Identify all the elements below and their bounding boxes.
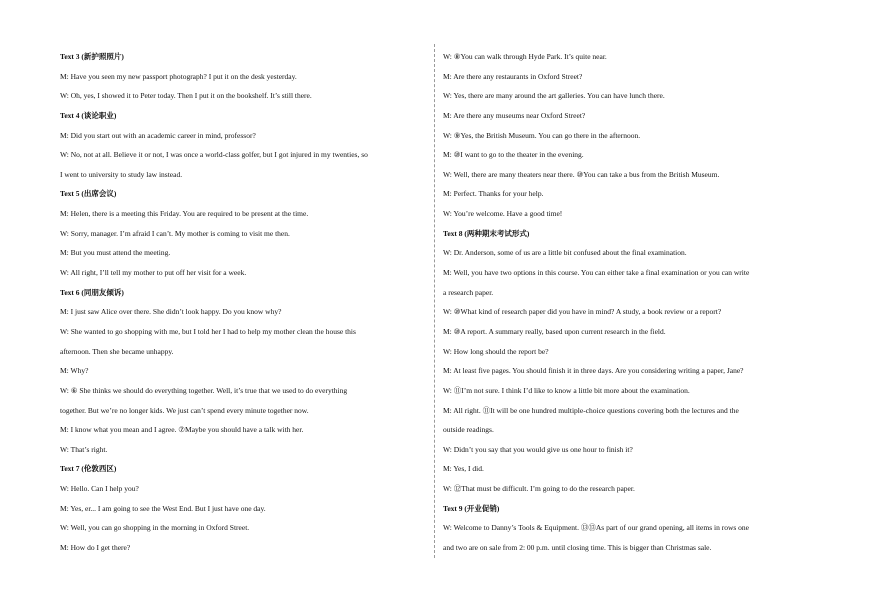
section-heading: Text 8 (两种期末考试形式) — [443, 228, 530, 238]
dialogue-line: afternoon. Then she became unhappy. — [60, 346, 174, 356]
section-heading: Text 7 (伦敦西区) — [60, 464, 117, 474]
dialogue-line: outside readings. — [443, 425, 494, 435]
dialogue-line: W: Sorry, manager. I’m afraid I can’t. My mother is coming to visit me then. — [60, 228, 290, 238]
dialogue-line: W: You’re welcome. Have a good time! — [443, 209, 563, 219]
dialogue-line: M: Are there any restaurants in Oxford Street? — [443, 71, 583, 81]
dialogue-line: M: Why? — [60, 366, 89, 376]
dialogue-line: M: How do I get there? — [60, 543, 131, 553]
dialogue-line: M: Perfect. Thanks for your help. — [443, 189, 544, 199]
dialogue-line: W: All right, I’ll tell my mother to put off her visit for a week. — [60, 268, 247, 278]
dialogue-line: M: I know what you mean and I agree. ⑦Maybe you should have a talk with her. — [60, 425, 304, 435]
dialogue-line: W: ⑩What kind of research paper did you have in mind? A study, a book review or a report? — [443, 307, 722, 317]
section-heading: Text 6 (同朋友倾诉) — [60, 287, 124, 297]
section-heading: Text 3 (新护照照片) — [60, 52, 124, 61]
dialogue-line: W: ⑫That must be difficult. I’m going to do the research paper. — [443, 484, 635, 494]
dialogue-line: W: Well, you can go shopping in the morning in Oxford Street. — [60, 523, 250, 533]
dialogue-line: W: ⑥ She thinks we should do everything together. Well, it’s true that we used to do everything — [60, 385, 348, 395]
dialogue-line: W: How long should the report be? — [443, 346, 549, 356]
dialogue-line: M: Have you seen my new passport photograph? I put it on the desk yesterday. — [60, 71, 297, 81]
dialogue-line: W: Yes, there are many around the art galleries. You can have lunch there. — [443, 91, 665, 101]
dialogue-line: M: ⑩A report. A summary really, based upon current research in the field. — [443, 326, 666, 336]
section-heading: Text 5 (出席会议) — [60, 189, 117, 199]
dialogue-line: M: ⑩I want to go to the theater in the evening. — [443, 150, 584, 160]
dialogue-line: W: Didn’t you say that you would give us one hour to finish it? — [443, 444, 633, 454]
dialogue-line: W: No, not at all. Believe it or not, I was once a world-class golfer, but I got injured in my twenties, so — [60, 150, 368, 160]
dialogue-line: W: ⑪I’m not sure. I think I’d like to know a little bit more about the examination. — [443, 385, 690, 395]
dialogue-line: W: ⑨Yes, the British Museum. You can go there in the afternoon. — [443, 130, 641, 140]
section-heading: Text 9 (开业促销) — [443, 503, 500, 513]
dialogue-line: M: Yes, er... I am going to see the West End. But I just have one day. — [60, 503, 266, 513]
dialogue-line: M: Well, you have two options in this course. You can either take a final examination or you can write — [443, 268, 750, 278]
dialogue-line: M: Did you start out with an academic career in mind, professor? — [60, 130, 256, 140]
dialogue-line: M: Yes, I did. — [443, 464, 484, 474]
dialogue-line: W: Dr. Anderson, some of us are a little bit confused about the final examination. — [443, 248, 687, 258]
dialogue-line: M: Helen, there is a meeting this Friday. You are required to be present at the time. — [60, 209, 309, 219]
dialogue-line: W: Oh, yes, I showed it to Peter today. Then I put it on the bookshelf. It’s still there. — [60, 91, 312, 101]
dialogue-line: W: Hello. Can I help you? — [60, 484, 139, 494]
dialogue-line: M: But you must attend the meeting. — [60, 248, 171, 258]
left-column — [60, 47, 428, 558]
dialogue-line: M: I just saw Alice over there. She didn’t look happy. Do you know why? — [60, 307, 282, 317]
right-column — [443, 47, 811, 558]
dialogue-line: together. But we’re no longer kids. We just can’t spend every minute together now. — [60, 405, 309, 415]
dialogue-line: M: Are there any museums near Oxford Street? — [443, 110, 586, 120]
dialogue-line: M: At least five pages. You should finish it in three days. Are you considering writing a paper, Jane? — [443, 366, 744, 376]
dialogue-line: W: Well, there are many theaters near there. ⑩You can take a bus from the British Museum. — [443, 169, 720, 179]
dialogue-line: and two are on sale from 2: 00 p.m. until closing time. This is bigger than Christmas sale. — [443, 543, 712, 553]
dialogue-line: M: All right. ⑪It will be one hundred multiple-choice questions covering both the lectures and the — [443, 405, 739, 415]
dialogue-line: W: That’s right. — [60, 444, 108, 454]
dialogue-line: W: ⑧You can walk through Hyde Park. It’s quite near. — [443, 52, 607, 61]
section-heading: Text 4 (谈论职业) — [60, 110, 117, 120]
dialogue-line: W: Welcome to Danny’s Tools & Equipment. ⑬⑬As part of our grand opening, all items in rows one — [443, 523, 749, 533]
dialogue-line: a research paper. — [443, 287, 494, 297]
dialogue-line: W: She wanted to go shopping with me, but I told her I had to help my mother clean the house this — [60, 326, 356, 336]
dialogue-line: I went to university to study law instead. — [60, 169, 183, 179]
column-divider — [434, 44, 435, 558]
